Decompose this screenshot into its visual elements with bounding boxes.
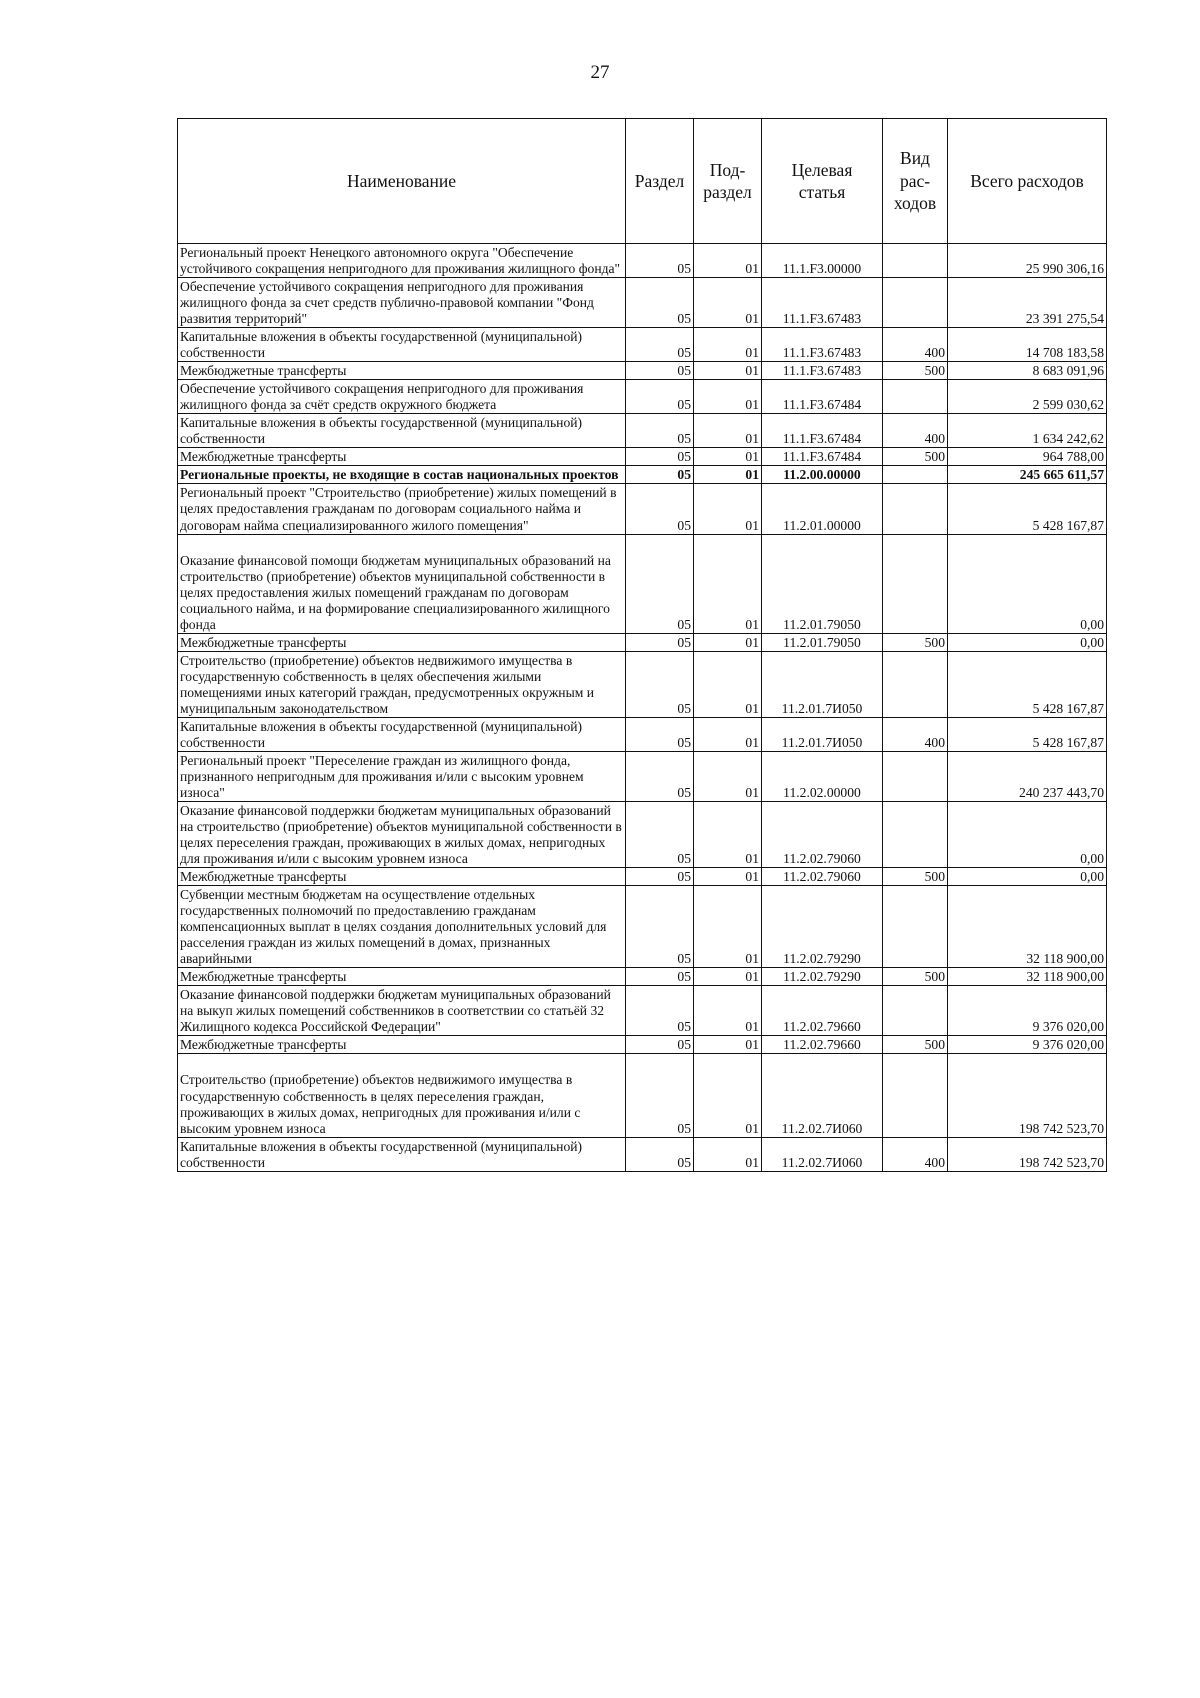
- table-row: [178, 717, 1107, 751]
- cell-type: [883, 886, 948, 968]
- header-subsection: Под- раздел: [694, 119, 762, 244]
- page-number: 27: [590, 62, 610, 83]
- cell-section: 05: [626, 380, 694, 414]
- cell-target: 11.2.01.79050: [762, 633, 883, 651]
- cell-target: 11.2.02.79290: [762, 968, 883, 986]
- cell-section: 05: [626, 886, 694, 968]
- cell-target: 11.2.02.7И060: [762, 1054, 883, 1137]
- cell-subsection: 01: [694, 1137, 762, 1171]
- table-header-row: [178, 119, 1107, 244]
- cell-subsection: 01: [694, 717, 762, 751]
- cell-type: [883, 1054, 948, 1137]
- cell-total: 0,00: [948, 802, 1107, 868]
- cell-target: 11.1.F3.67483: [762, 278, 883, 328]
- table-row: [178, 466, 1107, 484]
- cell-target: 11.1.F3.00000: [762, 244, 883, 278]
- cell-name: Межбюджетные трансферты: [178, 448, 626, 466]
- cell-subsection: 01: [694, 1054, 762, 1137]
- header-target: Целевая статья: [762, 119, 883, 244]
- cell-type: [883, 534, 948, 633]
- cell-spacer: [180, 1055, 623, 1072]
- cell-name-text: Строительство (приобретение) объектов недвижимого имущества в государственную собственность в целях переселения граждан, проживающих в жилых домах, непригодных для проживания и/или с высоким уровнем износа: [180, 1072, 581, 1136]
- cell-type: 500: [883, 633, 948, 651]
- cell-name: Межбюджетные трансферты: [178, 968, 626, 986]
- cell-target: 11.2.01.00000: [762, 484, 883, 534]
- cell-subsection: 01: [694, 1036, 762, 1054]
- cell-type: [883, 244, 948, 278]
- cell-type: 500: [883, 968, 948, 986]
- cell-target: 11.2.02.79060: [762, 802, 883, 868]
- cell-target: 11.1.F3.67483: [762, 362, 883, 380]
- table-row: [178, 1137, 1107, 1171]
- cell-section: 05: [626, 633, 694, 651]
- cell-target: 11.2.00.00000: [762, 466, 883, 484]
- cell-section: 05: [626, 534, 694, 633]
- cell-subsection: 01: [694, 986, 762, 1036]
- cell-target: 11.1.F3.67484: [762, 448, 883, 466]
- cell-name: Субвенции местным бюджетам на осуществление отдельных государственных полномочий по предоставлению гражданам компенсационных выплат в целях создания дополнительных условий для расселения граждан из жилых помещений в домах, признанных аварийными: [178, 886, 626, 968]
- cell-subsection: 01: [694, 651, 762, 717]
- cell-target: 11.1.F3.67484: [762, 414, 883, 448]
- cell-section: 05: [626, 466, 694, 484]
- cell-name: Оказание финансовой поддержки бюджетам муниципальных образований на строительство (приобретение) объектов муниципальной собственности в целях переселения граждан, проживающих в жилых домах, непригодных для проживания и/или с высоким уровнем износа: [178, 802, 626, 868]
- cell-subsection: 01: [694, 448, 762, 466]
- cell-total: 14 708 183,58: [948, 328, 1107, 362]
- cell-total: 1 634 242,62: [948, 414, 1107, 448]
- cell-section: 05: [626, 484, 694, 534]
- cell-subsection: 01: [694, 362, 762, 380]
- cell-subsection: 01: [694, 414, 762, 448]
- cell-subsection: 01: [694, 380, 762, 414]
- cell-name: Региональный проект Ненецкого автономного округа "Обеспечение устойчивого сокращения непригодного для проживания жилищного фонда": [178, 244, 626, 278]
- cell-target: 11.2.01.7И050: [762, 717, 883, 751]
- cell-name: Обеспечение устойчивого сокращения непригодного для проживания жилищного фонда за счёт средств окружного бюджета: [178, 380, 626, 414]
- table-row: [178, 1036, 1107, 1054]
- cell-type: 500: [883, 362, 948, 380]
- cell-name: Межбюджетные трансферты: [178, 633, 626, 651]
- cell-name: [178, 1054, 626, 1137]
- cell-type: [883, 278, 948, 328]
- cell-total: 2 599 030,62: [948, 380, 1107, 414]
- cell-target: 11.1.F3.67483: [762, 328, 883, 362]
- cell-section: 05: [626, 1036, 694, 1054]
- cell-type: 500: [883, 448, 948, 466]
- table-row: [178, 278, 1107, 328]
- table-row: [178, 244, 1107, 278]
- cell-total: 5 428 167,87: [948, 717, 1107, 751]
- cell-total: 198 742 523,70: [948, 1137, 1107, 1171]
- cell-total: 5 428 167,87: [948, 651, 1107, 717]
- cell-type: [883, 651, 948, 717]
- cell-name: Региональный проект "Строительство (приобретение) жилых помещений в целях предоставления гражданам по договорам социального найма и договорам найма специализированного жилого помещения": [178, 484, 626, 534]
- cell-total: 32 118 900,00: [948, 886, 1107, 968]
- cell-type: 400: [883, 717, 948, 751]
- budget-table: [177, 118, 1107, 1172]
- cell-name: Региональные проекты, не входящие в состав национальных проектов: [178, 466, 626, 484]
- cell-subsection: 01: [694, 802, 762, 868]
- cell-total: 0,00: [948, 633, 1107, 651]
- cell-target: 11.2.01.79050: [762, 534, 883, 633]
- table-row: [178, 986, 1107, 1036]
- cell-total: 0,00: [948, 868, 1107, 886]
- cell-subsection: 01: [694, 633, 762, 651]
- cell-subsection: 01: [694, 244, 762, 278]
- cell-target: 11.2.01.7И050: [762, 651, 883, 717]
- cell-subsection: 01: [694, 534, 762, 633]
- cell-section: 05: [626, 968, 694, 986]
- cell-target: 11.2.02.7И060: [762, 1137, 883, 1171]
- cell-type: [883, 751, 948, 801]
- cell-total: 8 683 091,96: [948, 362, 1107, 380]
- cell-section: 05: [626, 278, 694, 328]
- cell-section: 05: [626, 328, 694, 362]
- cell-name: Капитальные вложения в объекты государственной (муниципальной) собственности: [178, 328, 626, 362]
- cell-name: Строительство (приобретение) объектов недвижимого имущества в государственную собственность в целях обеспечения жилыми помещениями иных категорий граждан, предусмотренных окружным и муниципальным законодательством: [178, 651, 626, 717]
- table-row: [178, 484, 1107, 534]
- cell-subsection: 01: [694, 328, 762, 362]
- cell-total: 32 118 900,00: [948, 968, 1107, 986]
- header-total: Всего расходов: [948, 119, 1107, 244]
- cell-total: 5 428 167,87: [948, 484, 1107, 534]
- cell-type: 500: [883, 1036, 948, 1054]
- cell-section: 05: [626, 717, 694, 751]
- header-name: Наименование: [178, 119, 626, 244]
- cell-total: 9 376 020,00: [948, 986, 1107, 1036]
- cell-section: 05: [626, 448, 694, 466]
- cell-name: Капитальные вложения в объекты государственной (муниципальной) собственности: [178, 414, 626, 448]
- table-row: [178, 751, 1107, 801]
- cell-total: 198 742 523,70: [948, 1054, 1107, 1137]
- cell-target: 11.2.02.79060: [762, 868, 883, 886]
- cell-target: 11.2.02.79290: [762, 886, 883, 968]
- cell-name: Капитальные вложения в объекты государственной (муниципальной) собственности: [178, 717, 626, 751]
- cell-name-text: Оказание финансовой помощи бюджетам муниципальных образований на строительство (приобретение) объектов муниципальной собственности в целях предоставления жилых помещений гражданам по договорам социального найма, и на формирование специализированного жилищного фонда: [180, 552, 611, 632]
- cell-subsection: 01: [694, 751, 762, 801]
- cell-section: 05: [626, 868, 694, 886]
- cell-section: 05: [626, 1054, 694, 1137]
- table-row: [178, 886, 1107, 968]
- cell-subsection: 01: [694, 278, 762, 328]
- cell-section: 05: [626, 1137, 694, 1171]
- cell-name: Капитальные вложения в объекты государственной (муниципальной) собственности: [178, 1137, 626, 1171]
- table-row: [178, 448, 1107, 466]
- cell-section: 05: [626, 751, 694, 801]
- cell-total: 23 391 275,54: [948, 278, 1107, 328]
- cell-name: Межбюджетные трансферты: [178, 1036, 626, 1054]
- cell-total: 964 788,00: [948, 448, 1107, 466]
- cell-subsection: 01: [694, 886, 762, 968]
- cell-type: 400: [883, 328, 948, 362]
- cell-target: 11.2.02.79660: [762, 1036, 883, 1054]
- cell-section: 05: [626, 414, 694, 448]
- cell-target: 11.1.F3.67484: [762, 380, 883, 414]
- cell-target: 11.2.02.79660: [762, 986, 883, 1036]
- cell-total: 245 665 611,57: [948, 466, 1107, 484]
- cell-subsection: 01: [694, 968, 762, 986]
- cell-name: Оказание финансовой поддержки бюджетам муниципальных образований на выкуп жилых помещений собственников в соответствии со статьёй 32 Жилищного кодекса Российской Федерации": [178, 986, 626, 1036]
- cell-name: Региональный проект "Переселение граждан из жилищного фонда, признанного непригодным для проживания и/или с высоким уровнем износа": [178, 751, 626, 801]
- cell-type: [883, 484, 948, 534]
- cell-total: 25 990 306,16: [948, 244, 1107, 278]
- cell-subsection: 01: [694, 484, 762, 534]
- table-row: [178, 534, 1107, 633]
- cell-section: 05: [626, 802, 694, 868]
- cell-total: 9 376 020,00: [948, 1036, 1107, 1054]
- cell-total: 240 237 443,70: [948, 751, 1107, 801]
- cell-type: [883, 986, 948, 1036]
- cell-type: [883, 802, 948, 868]
- header-section: Раздел: [626, 119, 694, 244]
- cell-section: 05: [626, 986, 694, 1036]
- cell-total: 0,00: [948, 534, 1107, 633]
- table-row: [178, 633, 1107, 651]
- table-row: [178, 968, 1107, 986]
- cell-subsection: 01: [694, 466, 762, 484]
- table-row: [178, 328, 1107, 362]
- cell-type: [883, 466, 948, 484]
- cell-subsection: 01: [694, 868, 762, 886]
- cell-type: 500: [883, 868, 948, 886]
- header-type: Вид рас- ходов: [883, 119, 948, 244]
- cell-target: 11.2.02.00000: [762, 751, 883, 801]
- table-row: [178, 380, 1107, 414]
- table-row: [178, 414, 1107, 448]
- cell-name: [178, 534, 626, 633]
- table-row: [178, 802, 1107, 868]
- cell-spacer: [180, 536, 623, 553]
- table-row: [178, 1054, 1107, 1137]
- cell-section: 05: [626, 651, 694, 717]
- cell-type: 400: [883, 414, 948, 448]
- cell-section: 05: [626, 362, 694, 380]
- cell-type: 400: [883, 1137, 948, 1171]
- cell-type: [883, 380, 948, 414]
- cell-name: Обеспечение устойчивого сокращения непригодного для проживания жилищного фонда за счет средств публично-правовой компании "Фонд развития территорий": [178, 278, 626, 328]
- table-row: [178, 362, 1107, 380]
- cell-section: 05: [626, 244, 694, 278]
- table-body: [178, 244, 1107, 1172]
- cell-name: Межбюджетные трансферты: [178, 362, 626, 380]
- table-row: [178, 868, 1107, 886]
- table-row: [178, 651, 1107, 717]
- cell-name: Межбюджетные трансферты: [178, 868, 626, 886]
